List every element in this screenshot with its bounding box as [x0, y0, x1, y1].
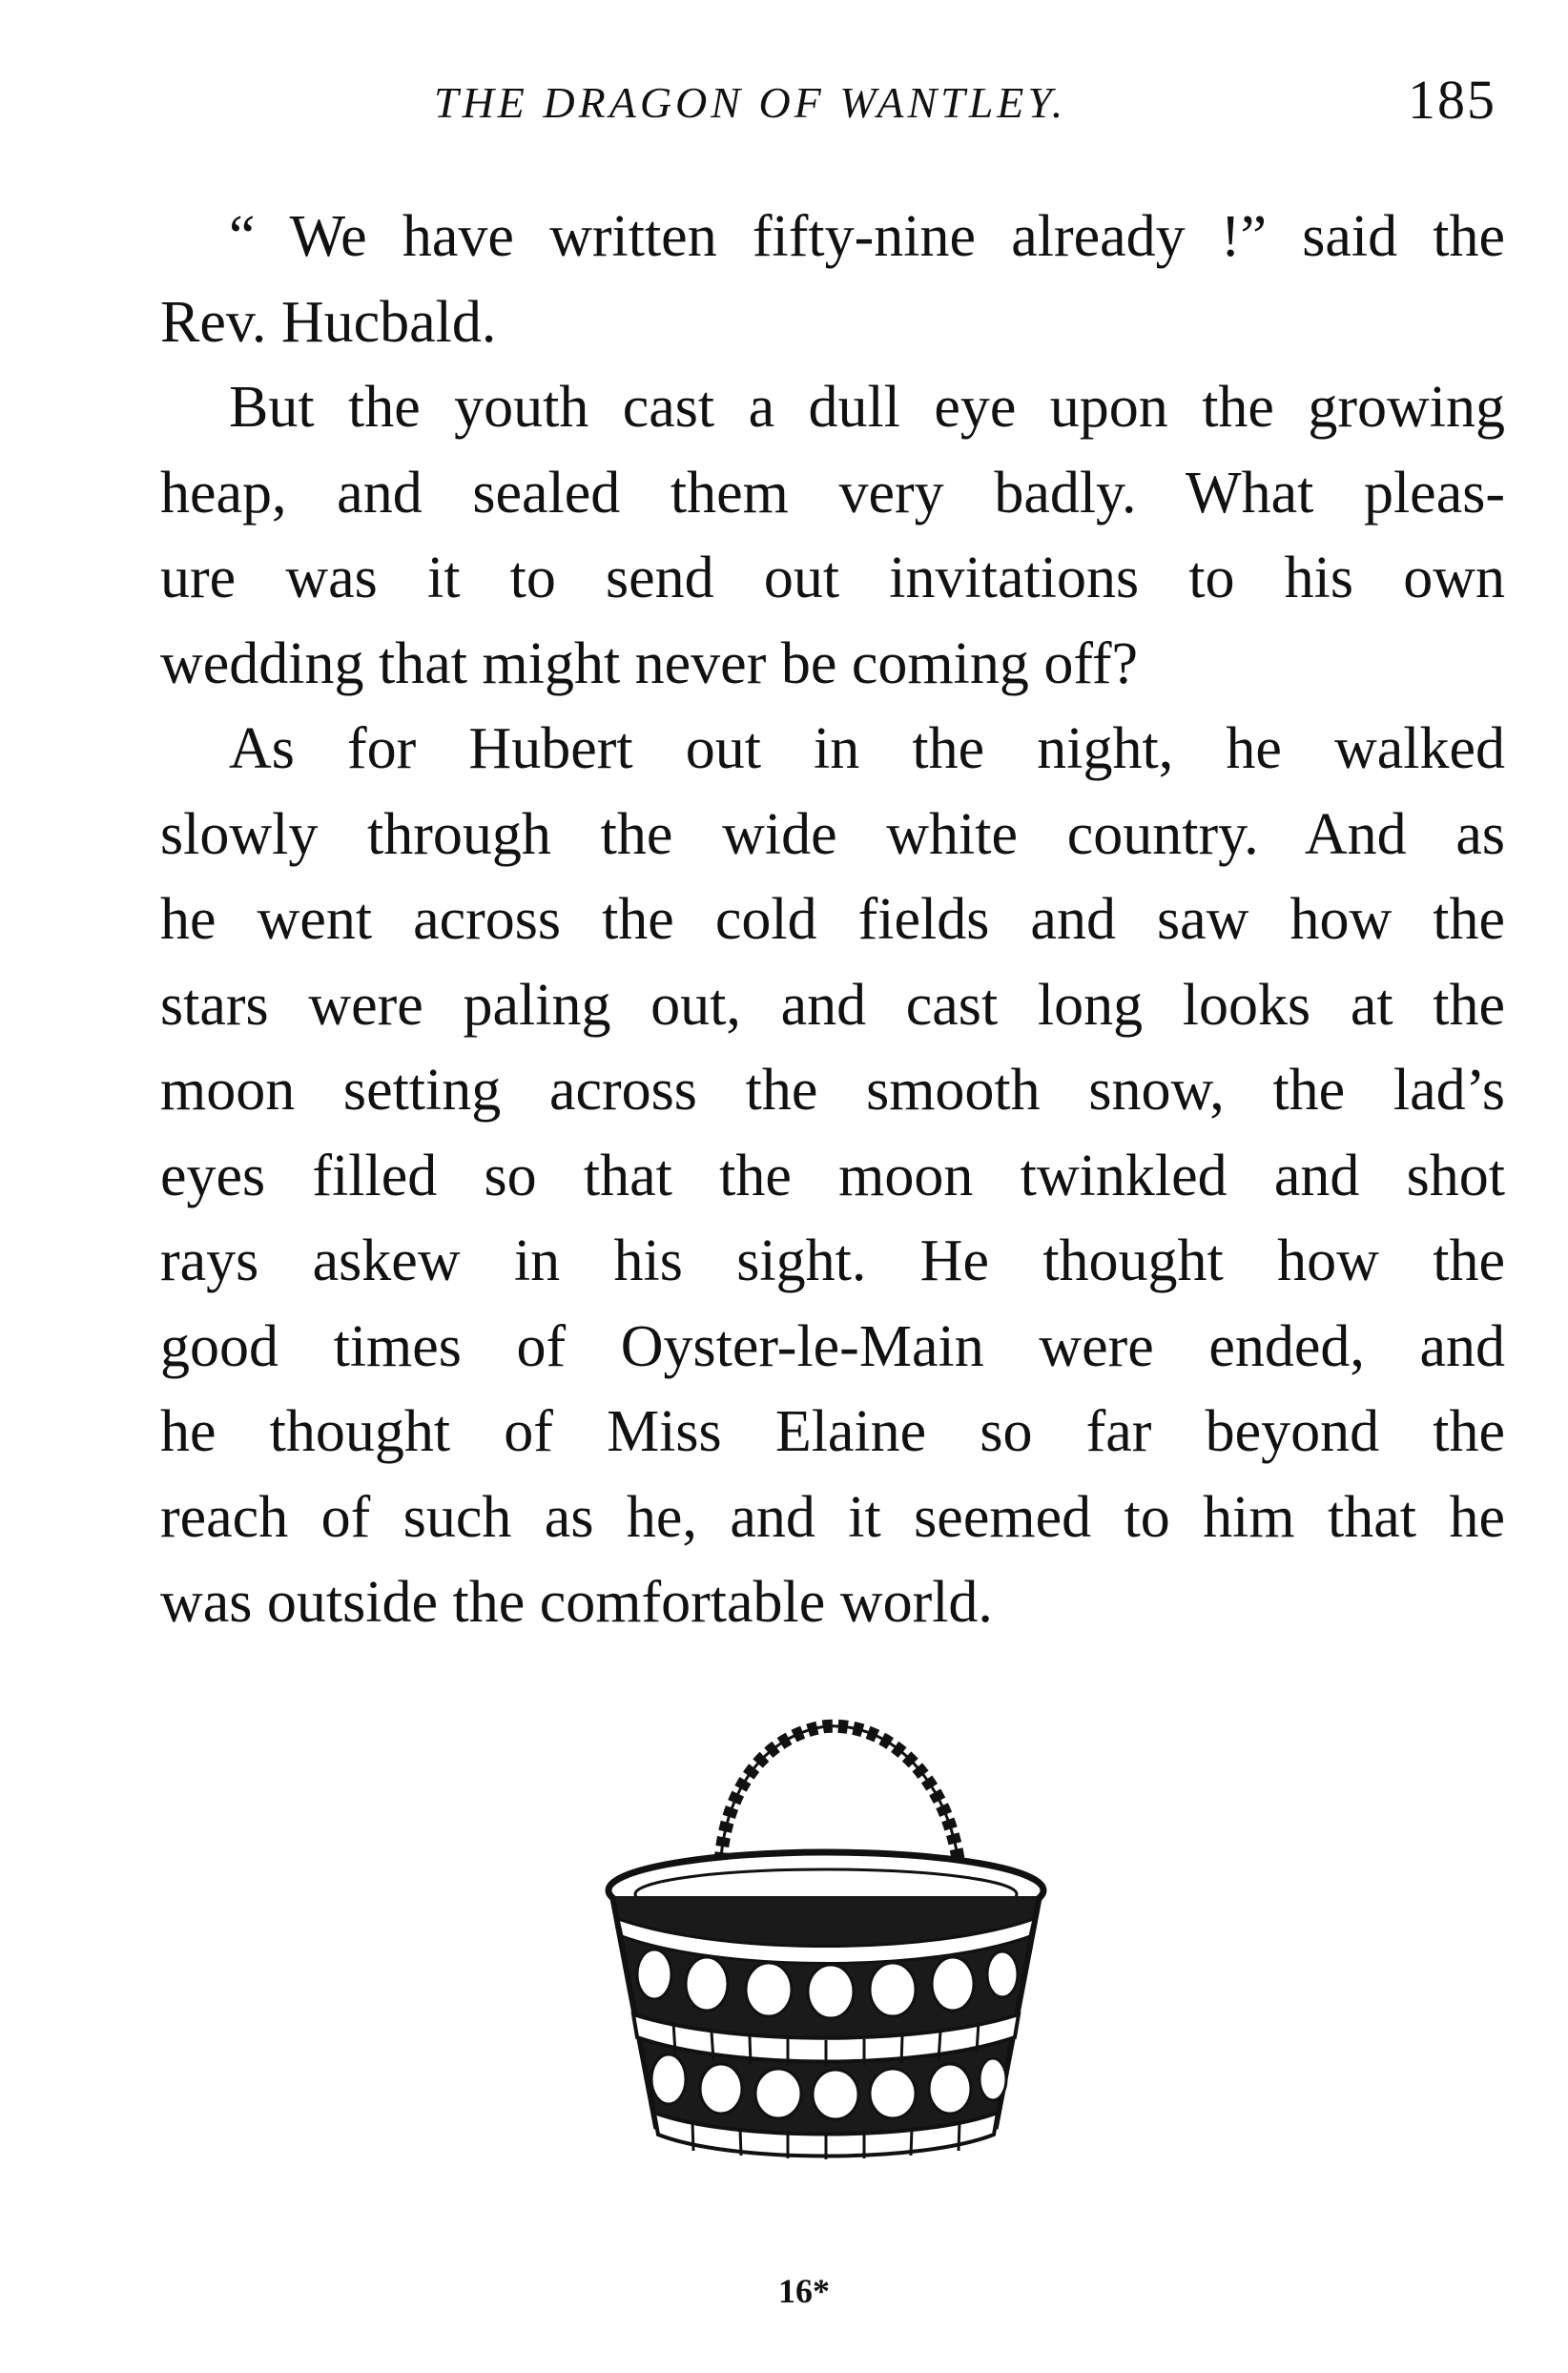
text-line: heap, and sealed them very badly. What pleas-	[160, 460, 1505, 526]
text-line: good times of Oyster-le-Main were ended, and	[160, 1313, 1505, 1379]
running-title: THE DRAGON OF WANTLEY.	[434, 78, 1067, 127]
text-line: rays askew in his sight. He thought how the	[160, 1228, 1505, 1293]
text-line: But the youth cast a dull eye upon the growing	[229, 375, 1505, 440]
text-line: moon setting across the smooth snow, the lad’s	[160, 1058, 1505, 1123]
text-line: Rev. Hucbald.	[160, 289, 497, 355]
text-line: was outside the comfortable world.	[160, 1570, 993, 1635]
text-line: he went across the cold fields and saw how the	[160, 887, 1505, 952]
page-number: 185	[1408, 69, 1496, 131]
text-line: wedding that might never be coming off?	[160, 630, 1139, 696]
text-line: eyes filled so that the moon twinkled and shot	[160, 1143, 1505, 1208]
signature-mark: 16*	[778, 2272, 830, 2310]
text-line: he thought of Miss Elaine so far beyond the	[160, 1399, 1505, 1464]
text-line: ure was it to send out invitations to his own	[160, 546, 1505, 610]
text-line: “ We have written fifty-nine already !” said the	[229, 204, 1505, 269]
body-text	[160, 195, 1505, 1646]
text-line: stars were paling out, and cast long looks at the	[160, 972, 1505, 1038]
text-line: reach of such as he, and it seemed to him that he	[160, 1484, 1505, 1550]
text-line: slowly through the wide white country. And as	[160, 801, 1505, 867]
basket-illustration	[578, 1679, 1055, 2175]
text-line: As for Hubert out in the night, he walked	[229, 716, 1505, 781]
